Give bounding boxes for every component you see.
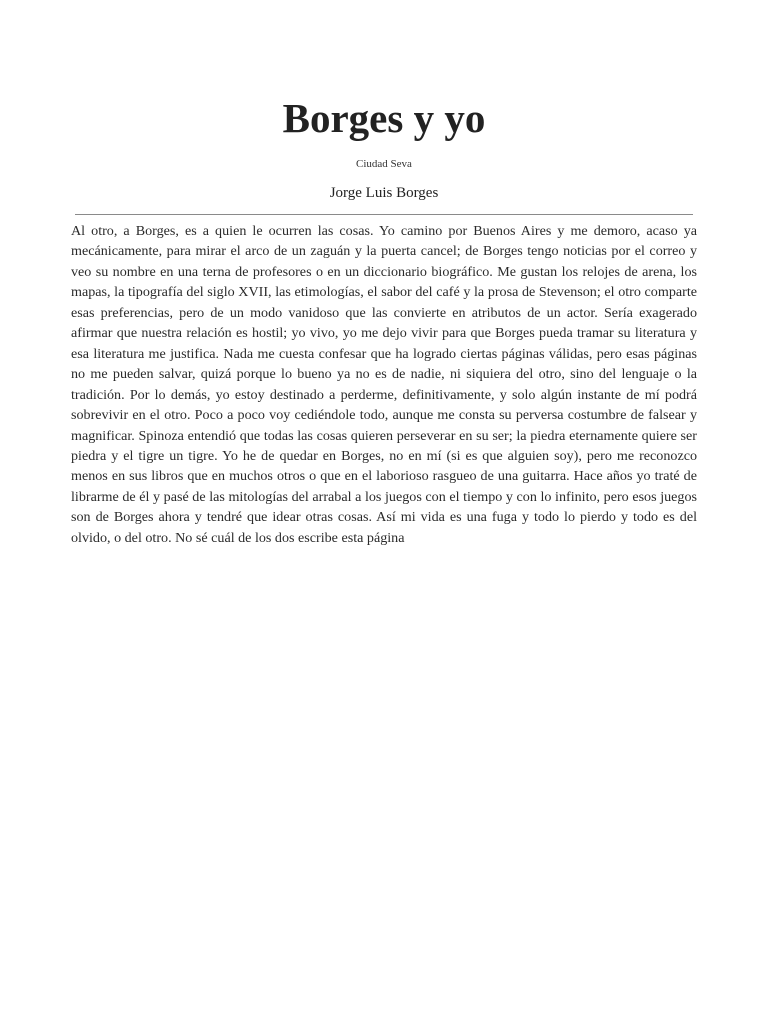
source-label: Ciudad Seva <box>356 158 412 170</box>
page-title: Borges y yo <box>282 95 486 141</box>
divider <box>75 214 693 215</box>
author-name: Jorge Luis Borges <box>329 185 439 201</box>
story-text: Al otro, a Borges, es a quien le ocurren las cosas. Yo camino por Buenos Aires y me demoro, acaso ya mecánicamente, para mirar el arco de un zaguán y la puerta cancel; de Borges tengo noticias por el correo y veo su nombre en una terna de profesores o en un diccionario biográfico. Me gustan los relojes de arena, los mapas, la tipografía del siglo XVII, las etimologías, el sabor del café y la prosa de Stevenson; el otro comparte esas preferencias, pero de un modo vanidoso que las convierte en atributos de un actor. Sería exagerado afirmar que nuestra relación es hostil; yo vivo, yo me dejo vivir para que Borges pueda tramar su literatura y esa literatura me justifica. Nada me cuesta confesar que ha logrado ciertas páginas válidas, pero esas páginas no me pueden salvar, quizá porque lo bueno ya no es de nadie, ni siquiera del otro, sino del lenguaje o la tradición. Por lo demás, yo estoy destinado a perderme, definitivamente, y solo algún instante de mí podrá sobrevivir en el otro. Poco a poco voy cediéndole todo, aunque me consta su perversa costumbre de falsear y magnificar. Spinoza entendió que todas las cosas quieren perseverar en su ser; la piedra eternamente quiere ser piedra y el tigre un tigre. Yo he de quedar en Borges, no en mí (si es que alguien soy), pero me reconozco menos en sus libros que en muchos otros o que en el laborioso rasgueo de una guitarra. Hace años yo traté de librarme de él y pasé de las mitologías del arrabal a los juegos con el tiempo y con lo infinito, pero esos juegos son de Borges ahora y tendré que idear otras cosas. Así mi vida es una fuga y todo lo pierdo y todo es del olvido, o del otro. No sé cuál de los dos escribe esta página <box>71 223 697 546</box>
